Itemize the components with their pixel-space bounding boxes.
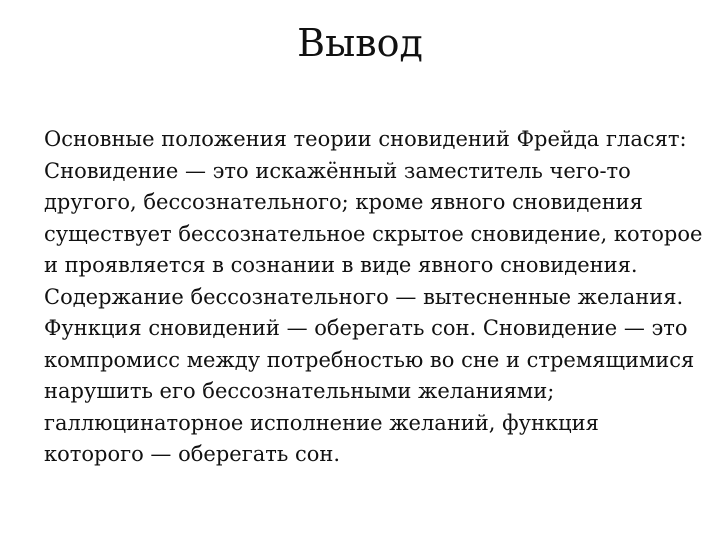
slide-title: Вывод — [297, 21, 423, 65]
body-paragraph-dream-function: Функция сновидений — оберегать сон. Сновидение — это компромисс между потребностью во сне и стремящимися нарушить его бессознательными желаниями; галлюцинаторное исполнение желаний, функция которого — оберегать сон. — [44, 316, 695, 466]
body-paragraph-intro: Основные положения теории сновидений Фрейда гласят: — [44, 127, 687, 151]
slide-body — [44, 124, 704, 471]
body-paragraph-dream-definition: Сновидение — это искажённый заместитель чего-то другого, бессознательного; кроме явного сновидения существует бессознательное скрытое сновидение, которое и проявляется в сознании в виде явного сновидения. Содержание бессознательного — вытесненные желания. — [44, 158, 703, 309]
